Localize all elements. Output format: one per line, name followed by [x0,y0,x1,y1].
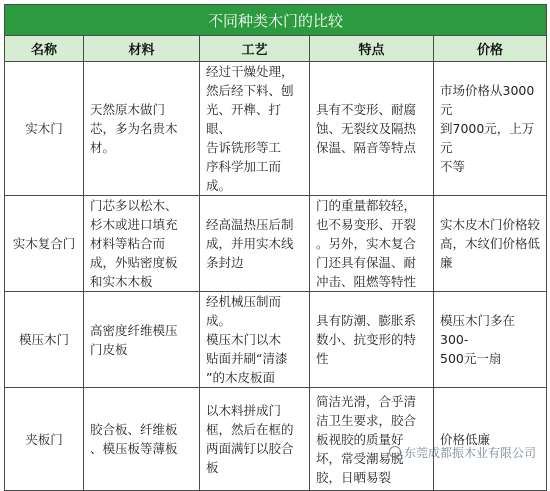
watermark [389,444,536,461]
row-features [310,292,434,388]
row-process [200,292,310,388]
row-features-text: 简洁光滑，合乎清 洁卫生要求，胶合 板视胶的质量好 坏，常受潮易脱 胶，日晒易裂 [316,393,417,485]
row-features [310,62,434,196]
title-row [5,5,547,36]
row-name [5,196,84,292]
row-process-text: 以木料拼成门 框，然后在框的 两面满钉以胶合 板 [206,403,294,475]
table-row [5,292,547,388]
row-material-text: 胶合板、纤维板 、模压板等薄板 [90,422,178,456]
header-features: 特点 [310,36,434,62]
watermark-text: 东莞成都振木业有限公司 [403,446,536,460]
row-name-text: 夹板门 [25,431,63,447]
row-name-text: 实木门 [25,121,63,136]
row-price [434,292,547,388]
row-process [200,388,310,491]
row-name-text: 实木复合门 [12,236,76,251]
row-material-text: 门芯多以松木、 杉木或进口填充 材料等粘合而 成，外贴密度板 和实木木板 [90,198,178,289]
row-price-text: 价格低廉 [440,431,491,447]
row-material [84,292,200,388]
row-price-text: 市场价格从3000元 到7000元，上万元 不等 [440,83,535,174]
row-material [84,196,200,292]
row-price [434,388,547,491]
row-price-text: 实木皮木门价格较 高，木纹们价格低 廉 [440,217,541,270]
comparison-table [4,4,547,491]
row-material-text: 天然原木做门 芯，多为名贵木 材。 [90,102,178,155]
table-row [5,196,547,292]
row-process-text: 经高温热压后制 成，并用实木线 条封边 [206,217,294,270]
table-row [5,388,547,491]
row-features [310,388,434,491]
row-features [310,196,434,292]
row-features-text: 具有防潮、膨胀系 数小、抗变形的特 性 [316,313,417,366]
row-material-text: 高密度纤维模压 门皮板 [90,322,178,357]
row-price-text: 模压木门多在300- 500元一扇 [440,313,516,366]
row-process [200,62,310,196]
header-process: 工艺 [200,36,310,62]
header-material: 材料 [84,36,200,62]
row-name [5,388,84,491]
header-row [5,36,547,62]
table-row [5,62,547,196]
row-features-text: 具有不变形、耐腐 蚀、无裂纹及隔热 保温、隔音等特点 [316,102,417,155]
header-name: 名称 [5,36,84,62]
row-price [434,196,547,292]
row-name [5,62,84,196]
header-price: 价格 [434,36,547,62]
row-process-text: 经机械压制而成。 模压木门以木 贴面并刷“清漆 ”的木皮板面 [206,294,288,385]
row-name-text: 模压木门 [18,332,69,347]
row-name [5,292,84,388]
row-material [84,388,200,491]
row-features-text: 门的重量都较轻， 也不易变形、开裂 。另外，实木复合 门还具有保温、耐 冲击、阻燃等特性 [316,198,417,289]
row-process-text: 经过干燥处理， 然后经下料、刨 光、开榫、打眼、 告诉铣形等工 序科学加工而成。 [206,64,294,193]
row-price [434,62,547,196]
row-process [200,196,310,292]
watermark-logo-icon [389,446,401,458]
table-title: 不同种类木门的比较 [5,5,547,36]
row-material [84,62,200,196]
